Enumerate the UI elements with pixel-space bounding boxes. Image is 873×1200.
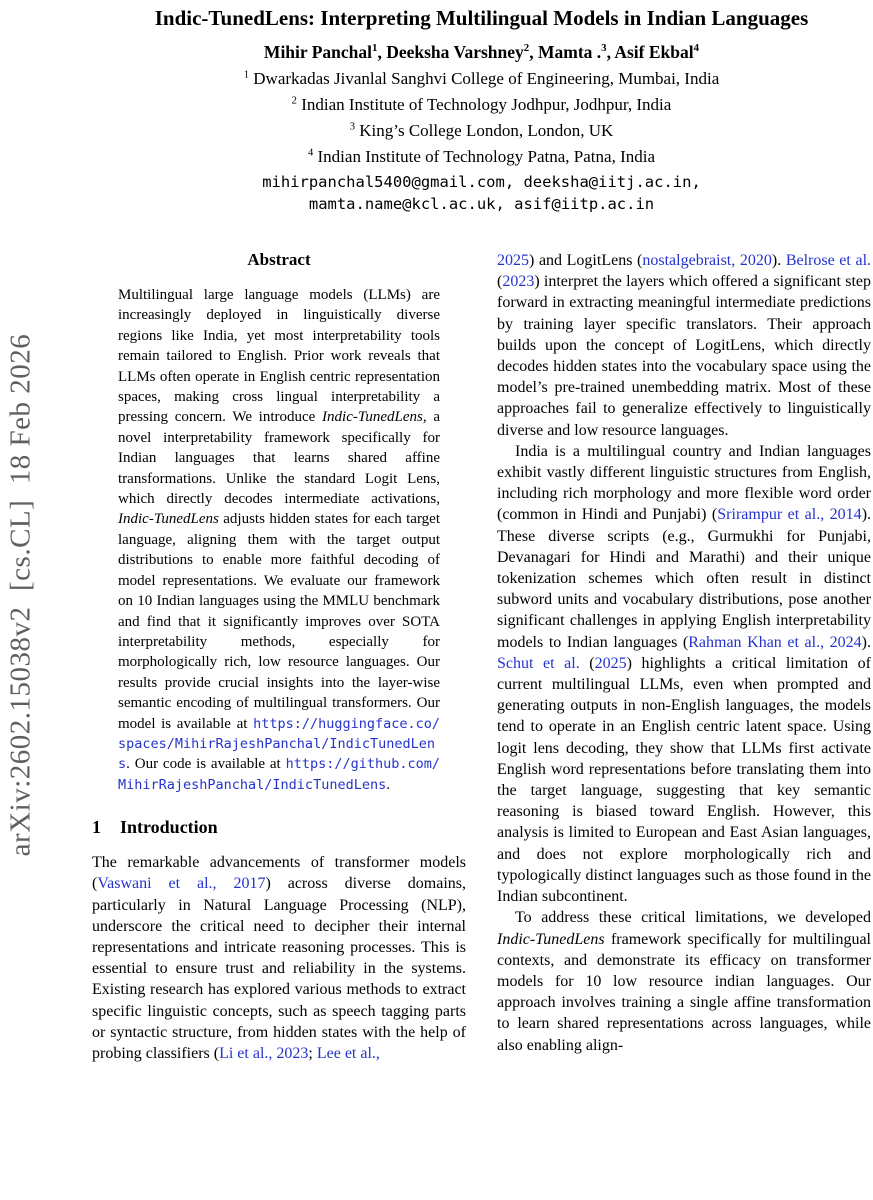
text-run: 3 [349,121,355,133]
text-run: To address these critical limitations, we developed [515,909,871,927]
text-run: Indic-TunedLens [118,511,219,528]
text-run: ). [771,252,786,269]
section-number: 1 [92,817,101,838]
paper-title: Indic-TunedLens: Interpreting Multilingual Models in Indian Languages [154,6,809,30]
citation-schut-2025[interactable]: 2025 [594,654,627,672]
abstract-heading: Abstract [247,250,311,269]
text-run: , a novel interpretability framework specifically for Indian languages that learns shared affine transformations. Unlike the standard Logit Lens, which directly decodes intermediate activations, [118,409,440,508]
huggingface-url-link[interactable]: https://huggingface.co/spaces/MihirRajeshPanchal/IndicTunedLens [118,715,440,773]
right-column [497,250,871,1064]
citation-lee[interactable]: Lee et al., [316,1044,380,1062]
text-run: ). These diverse scripts (e.g., Gurmukhi for Punjabi, Devanagari for Hindi and Marathi) and their unique tokenization schemes which often result in distinct subword units and vocabulary distributions, pose another significant challenges in applying English interpretability models to Indian languages ( [497,506,872,651]
citation-schut[interactable]: Schut et al. [497,654,580,672]
text-run: 2 [523,42,530,55]
text-run: 1 [372,42,378,55]
text-run: King’s College London, London, UK [354,121,614,140]
right-paragraph-1 [497,250,871,441]
two-column-body [92,250,871,1064]
authors-line [92,42,871,63]
abstract-paragraph [118,285,440,795]
text-run: Mihir Panchal [263,42,373,62]
citation-li-2023[interactable]: Li et al., 2023 [219,1044,309,1062]
text-run: Indic-TunedLens [322,409,423,426]
section-heading-introduction [92,817,466,838]
github-url-link[interactable]: https://github.com/MihirRajeshPanchal/IndicTunedLens [118,756,440,793]
text-run: 4 [308,147,314,159]
citation-nostalgebraist-2020[interactable]: nostalgebraist, 2020 [642,252,772,269]
left-column [92,250,466,1064]
text-run: Dwarkadas Jivanlal Sanghvi College of Engineering, Mumbai, India [249,69,720,88]
citation-lee-2025[interactable]: 2025 [497,252,529,269]
citation-rahman-khan-2024[interactable]: Rahman Khan et al., 2024 [688,633,862,651]
text-run: ) across diverse domains, particularly in Natural Language Processing (NLP), underscore the critical need to decipher their internal representations and intricate reasoning processes. This is essential to ensure trust and reliability in the systems. Existing research has explored various methods to extract specific linguistic concepts, such as speech tagging parts or syntactic structure, from hidden states with the help of probing classifiers ( [92,875,466,1062]
text-run: ). [861,633,871,651]
affiliation-2 [92,94,871,115]
text-run: . Our code is available at [126,756,286,773]
citation-srirampur-2014[interactable]: Srirampur et al., 2014 [717,506,862,524]
text-run: ( [497,273,503,291]
text-run: framework specifically for multilingual contexts, and demonstrate its efficacy on transformer models for 10 low resource indian languages. Our approach involves training a single affine transformation to learn shared representations across languages, while also enabling align- [497,930,871,1054]
text-run: 1 [243,69,250,81]
text-run: Indian Institute of Technology Patna, Patna, India [313,147,655,166]
text-run: 3 [601,42,607,55]
email-line-2: mamta.name@kcl.ac.uk, asif@iitp.ac.in [308,195,655,213]
introduction-paragraph-1 [92,852,466,1064]
text-run: ) and LogitLens ( [529,252,643,269]
paper-header [92,0,871,214]
text-run: , Deeksha Varshney [377,42,524,62]
text-run: The remarkable advancements of transformer models ( [92,854,466,893]
affiliation-4 [92,146,871,167]
section-title: Introduction [120,817,218,838]
text-run: , Asif Ekbal [606,42,694,62]
citation-belrose[interactable]: Belrose et al. [785,252,872,269]
email-line-1: mihirpanchal5400@gmail.com, deeksha@iitj.ac.in, [262,173,701,191]
arxiv-watermark: arXiv:2602.15038v2 [cs.CL] 18 Feb 2026 [4,333,37,857]
text-run: ) interpret the layers which offered a significant step forward in extracting meaningful intermediate predictions by training layer specific translators. Their approach builds upon the concept of LogitLens, which directly decodes hidden states into the vocabulary space using the model’s pre-trained unembedding matrix. Most of these approaches fail to generalize effectively to linguistically diverse and low resource languages. [497,273,871,439]
text-run: Indic-TunedLens [497,930,605,948]
affiliation-3 [92,120,871,141]
text-run: . [386,776,390,793]
text-run: ) highlights a critical limitation of current multilingual LLMs, even when prompted and generating outputs in non-English languages, the models tend to operate in an English centric latent space. Using logit lens decoding, they show that LLMs first activate English word representations before translating them into the target language, suggesting that key semantic reasoning is biased toward English. However, this analysis is limited to European and East Asian languages, and does not explore morphologically rich and typologically distinct languages such as those found in the Indian subcontinent. [497,654,871,906]
text-run: 2 [291,95,297,107]
paper-content [92,0,871,1064]
text-run: Multilingual large language models (LLMs) are increasingly deployed in linguistically diverse regions like India, yet most interpretability tools remain tailored to English. Prior work reveals that LLMs often operate in English centric representation spaces, making cross lingual interpretability a pressing concern. We introduce [118,287,440,426]
right-paragraph-2 [497,441,871,907]
text-run: ; [308,1044,317,1062]
text-run: Indian Institute of Technology Jodhpur, Jodhpur, India [296,95,672,114]
citation-vaswani-2017[interactable]: Vaswani et al., 2017 [97,875,266,893]
citation-belrose-2023[interactable]: 2023 [502,273,535,291]
text-run: , Mamta . [529,42,602,62]
text-run: India is a multilingual country and Indian languages exhibit vastly different linguistic structures from English, including rich morphology and more flexible word order (common in Hindi and Punjabi) ( [497,442,871,524]
text-run: 4 [693,42,700,55]
text-run: adjusts hidden states for each target language, aligning them with the target output distributions to enable more faithful decoding of model representations. We evaluate our framework on 10 Indian languages using the MMLU benchmark and find that it significantly improves over SOTA interpretability methods, especially for morphologically rich, low resource languages. Our results provide crucial insights into the layer-wise semantic encoding of multilingual transformers. Our model is available at [118,511,440,732]
affiliation-1 [92,68,871,89]
text-run: ( [579,654,595,672]
right-paragraph-3 [497,907,871,1055]
